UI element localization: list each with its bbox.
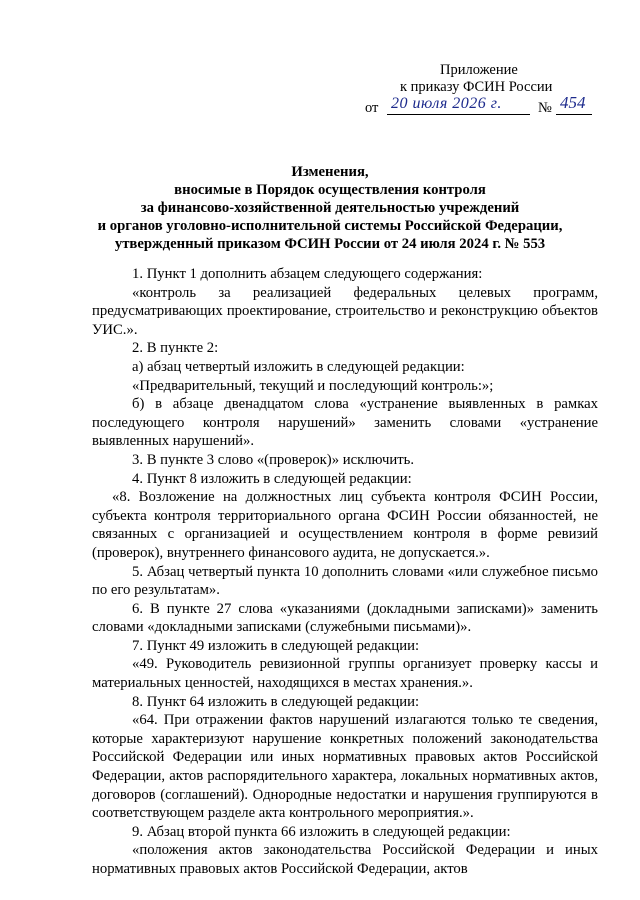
title-line: Изменения, bbox=[291, 164, 369, 180]
paragraph: «контроль за реализацией федеральных целевых программ, предусматривающих проектирование, строительство и реконструкцию объектов УИС.». bbox=[92, 284, 598, 338]
paragraph: «положения актов законодательства Российской Федерации и иных нормативных правовых актов Российской Федерации, актов bbox=[92, 842, 598, 877]
annex-date-number-line bbox=[360, 93, 600, 121]
title-line: утвержденный приказом ФСИН России от 24 июля 2024 г. № 553 bbox=[114, 236, 546, 252]
title-line: за финансово-хозяйственной деятельностью учреждений bbox=[140, 200, 520, 216]
annex-order-ref: к приказу ФСИН России bbox=[400, 79, 553, 95]
document-body bbox=[92, 265, 598, 879]
paragraph: а) абзац четвертый изложить в следующей редакции: bbox=[132, 358, 465, 375]
handwritten-date: 20 июля 2026 г. bbox=[391, 95, 502, 112]
paragraph: 3. В пункте 3 слово «(проверок)» исключить. bbox=[132, 451, 415, 468]
paragraph: 2. В пункте 2: bbox=[132, 340, 219, 357]
date-prefix: от bbox=[365, 100, 379, 116]
annex-title: Приложение bbox=[440, 62, 518, 78]
paragraph: 8. Пункт 64 изложить в следующей редакции: bbox=[132, 693, 420, 710]
paragraph: «49. Руководитель ревизионной группы организует проверку кассы и материальных ценностей, находящихся в местах хранения.». bbox=[92, 656, 598, 692]
title-line: вносимые в Порядок осуществления контроля bbox=[174, 182, 486, 198]
paragraph: 4. Пункт 8 изложить в следующей редакции: bbox=[132, 470, 412, 487]
date-underline bbox=[387, 114, 530, 115]
paragraph: 9. Абзац второй пункта 66 изложить в следующей редакции: bbox=[132, 823, 511, 840]
handwritten-number: 454 bbox=[560, 93, 586, 112]
paragraph: б) в абзаце двенадцатом слова «устранение выявленных в рамках последующего контроля нарушений» заменить словами «устранение выявленных нарушений». bbox=[92, 396, 598, 450]
paragraph: 7. Пункт 49 изложить в следующей редакции: bbox=[132, 637, 420, 654]
document-title bbox=[60, 163, 600, 253]
paragraph: 1. Пункт 1 дополнить абзацем следующего содержания: bbox=[132, 266, 483, 282]
paragraph: «8. Возложение на должностных лиц субъекта контроля ФСИН России, субъекта контроля территориального органа ФСИН России обязанностей, не связанных с организацией и осуществлением контроля в форме ревизий (проверок), внутреннего финансового аудита, не допускается.». bbox=[92, 489, 598, 561]
annex-header bbox=[360, 62, 600, 121]
paragraph: 5. Абзац четвертый пункта 10 дополнить словами «или служебное письмо по его результатам». bbox=[92, 563, 598, 599]
number-underline bbox=[556, 114, 592, 115]
paragraph: «Предварительный, текущий и последующий контроль:»; bbox=[132, 377, 494, 394]
title-line: и органов уголовно-исполнительной системы Российской Федерации, bbox=[97, 218, 563, 234]
paragraph: 6. В пункте 27 слова «указаниями (докладными записками)» заменить словами «докладными записками (служебными письмами)». bbox=[92, 600, 598, 636]
number-prefix: № bbox=[538, 100, 552, 116]
paragraph: «64. При отражении фактов нарушений излагаются только те сведения, которые характеризуют нарушение конкретных положений законодательства Российской Федерации или иных нормативных правовых актов Российской Федерации, актов распорядительного характера, локальных нормативных актов, договоров (соглашений). Однородные недостатки и нарушения группируются в соответствующем разделе акта контрольного мероприятия.». bbox=[92, 712, 598, 822]
